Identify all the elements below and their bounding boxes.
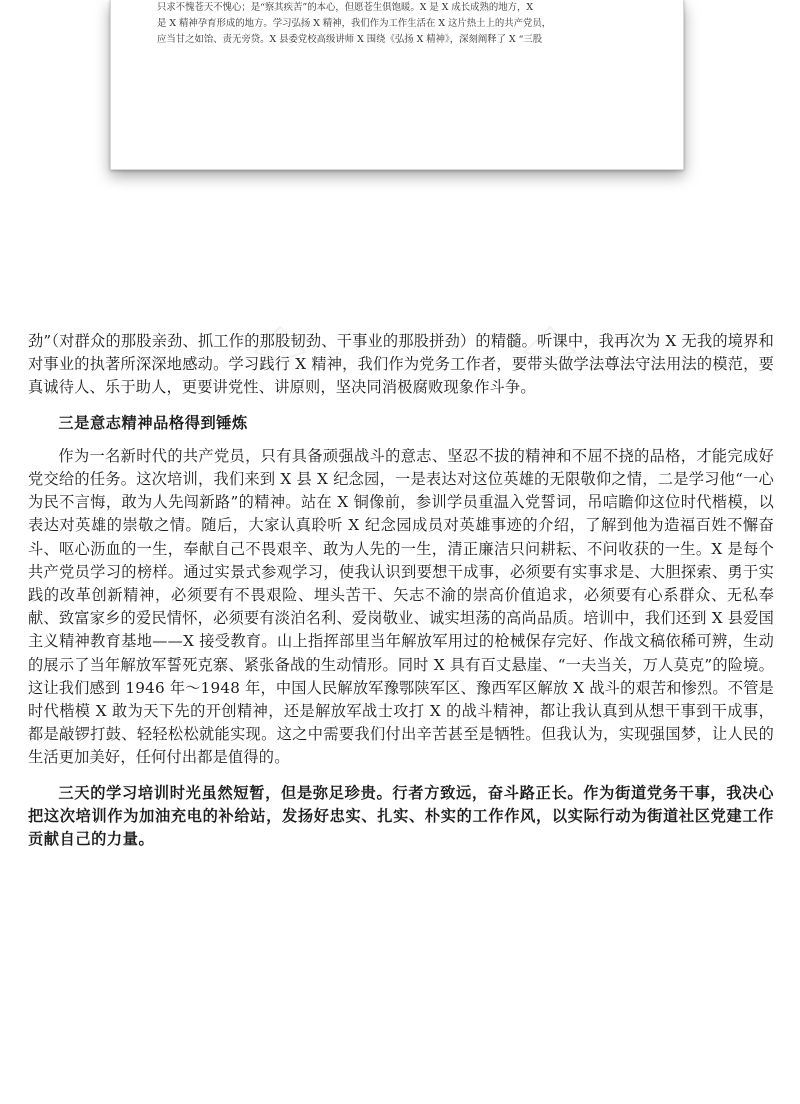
paragraph-conclusion: 三天的学习培训时光虽然短暂，但是弥足珍贵。行者方致远，奋斗路正长。作为街道党务干事，我决心把这次培训作为加油充电的补给站，发扬好忠实、扎实、朴实的工作作风，以实际行动为街道社区党建工作贡献自己的力量。	[28, 783, 774, 849]
paragraph-continuation: 劲”（对群众的那股亲劲、抓工作的那股韧劲、干事业的那股拼劲）的精髓。听课中，我再次为 X 无我的境界和对事业的执著所深深地感动。学习践行 X 精神，我们作为党务工作者，要带头做学法尊法守法用法的模范，要真诚待人、乐于助人，更要讲党性、讲原则，坚决同消极腐败现象作斗争。	[28, 332, 774, 397]
section-heading: 三是意志精神品格得到锤炼	[58, 413, 248, 432]
document-page-thumbnail[interactable]	[110, 0, 684, 170]
thumbnail-line-3: 应当甘之如饴、责无旁贷。X 县委党校高级讲师 X 围绕《弘扬 X 精神》，深刻阐释了 X “三股	[157, 34, 543, 45]
document-preview-area	[0, 0, 800, 245]
thumbnail-line-1: 只求不愧苍天不愧心；是“察其疾苦”的本心，但愿苍生俱饱暖。X 是 X 成长成熟的地方，X	[157, 2, 534, 13]
article-body	[28, 330, 774, 851]
paragraph-willpower: 作为一名新时代的共产党员，只有具备顽强战斗的意志、坚忍不拔的精神和不屈不挠的品格，才能完成好党交给的任务。这次培训，我们来到 X 县 X 纪念园，一是表达对这位英雄的无限敬仰之情，二是学习他“一心为民不言悔，敢为人先闯新路”的精神。站在 X 铜像前，参训学员重温入党誓词，吊唁瞻仰这位时代楷模，以表达对英雄的崇敬之情。随后，大家认真聆听 X 纪念园成员对英雄事迹的介绍，了解到他为造福百姓不懈奋斗、呕心沥血的一生，奉献自己不畏艰辛、敢为人先的一生，清正廉洁只问耕耘、不问收获的一生。X 是每个共产党员学习的榜样。通过实景式参观学习，使我认识到要想干成事，必须要有实事求是、大胆探索、勇于实践的改革创新精神，必须要有不畏艰险、埋头苦干、矢志不渝的崇高价值追求，必须要有心系群众、无私奉献、致富家乡的爱民情怀，必须要有淡泊名利、爱岗敬业、诚实坦荡的高尚品质。培训中，我们还到 X 县爱国主义精神教育基地——X 接受教育。山上指挥部里当年解放军用过的枪械保存完好、作战文稿依稀可辨，生动的展示了当年解放军誓死克寨、紧张备战的生动情形。同时 X 具有百丈悬崖、“一夫当关，万人莫克”的险境。这让我们感到 1946 年～1948 年，中国人民解放军豫鄂陕军区、豫西军区解放 X 战斗的艰苦和惨烈。不管是时代楷模 X 敢为天下先的开创精神，还是解放军战士攻打 X 的战斗精神，都让我认真到从想干事到干成事，都是敲锣打鼓、轻轻松松就能实现。这之中需要我们付出辛苦甚至是牺牲。但我认为，实现强国梦，让人民的生活更加美好，任何付出都是值得的。	[28, 446, 774, 767]
thumbnail-line-2: 是 X 精神孕育形成的地方。学习弘扬 X 精神，我们作为工作生活在 X 这片热土上的共产党员，	[157, 18, 552, 29]
thumbnail-text	[157, 0, 657, 48]
